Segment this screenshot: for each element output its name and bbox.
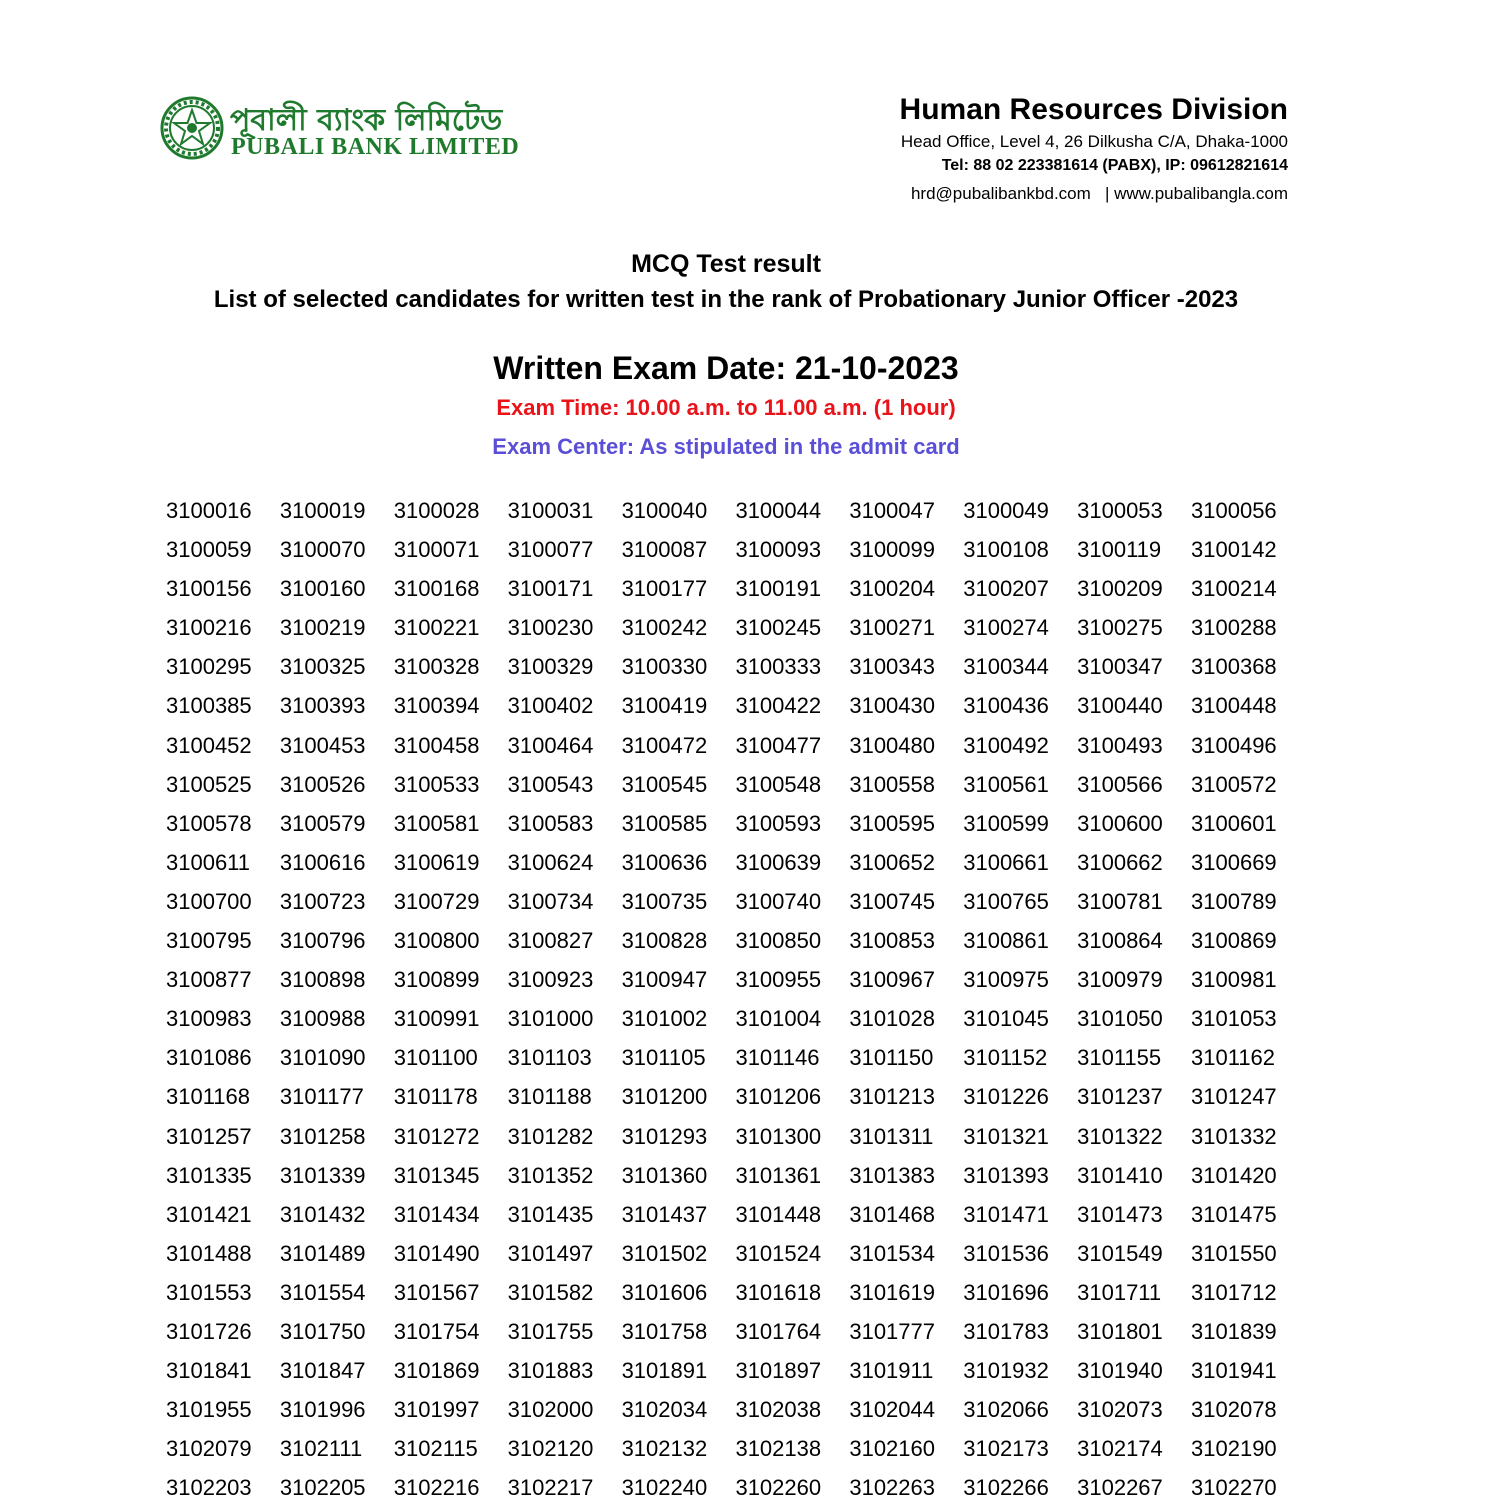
roll-number: 3100160 [279, 576, 366, 602]
roll-number: 3101004 [735, 1006, 822, 1032]
roll-number: 3101554 [279, 1279, 366, 1305]
contact-separator: | [1104, 184, 1110, 203]
roll-number: 3100275 [1077, 615, 1163, 641]
roll-number: 3100274 [963, 615, 1049, 641]
roll-number: 3101488 [166, 1240, 252, 1266]
roll-number: 3101932 [963, 1358, 1049, 1384]
roll-number: 3101754 [393, 1318, 480, 1344]
roll-number: 3100593 [735, 810, 822, 836]
roll-number: 3102263 [849, 1475, 935, 1501]
roll-number: 3100795 [166, 928, 252, 954]
roll-number: 3101335 [166, 1162, 252, 1188]
roll-number: 3101801 [1077, 1318, 1163, 1344]
roll-number: 3102205 [279, 1475, 366, 1501]
roll-number: 3102173 [963, 1436, 1049, 1462]
roll-number: 3100869 [1191, 928, 1277, 954]
roll-number: 3102120 [507, 1436, 594, 1462]
roll-number: 3100295 [166, 654, 252, 680]
roll-number: 3101471 [963, 1201, 1049, 1227]
roll-number: 3100533 [393, 771, 480, 797]
roll-number: 3100216 [166, 615, 252, 641]
roll-number: 3101178 [393, 1084, 478, 1110]
roll-number: 3100853 [849, 928, 935, 954]
roll-number: 3101300 [735, 1123, 822, 1149]
roll-number: 3100652 [849, 849, 935, 875]
roll-number: 3101550 [1191, 1240, 1277, 1266]
roll-number: 3100288 [1191, 615, 1277, 641]
roll-number: 3100108 [963, 537, 1049, 563]
roll-number: 3100850 [735, 928, 822, 954]
roll-number: 3100419 [621, 693, 708, 719]
roll-number: 3101162 [1191, 1045, 1276, 1071]
roll-number: 3100452 [166, 732, 252, 758]
roll-number: 3100581 [393, 810, 480, 836]
roll-number: 3102132 [621, 1436, 708, 1462]
roll-number: 3100991 [393, 1006, 480, 1032]
roll-number: 3100071 [393, 537, 480, 563]
roll-number: 3100044 [735, 498, 822, 523]
roll-number: 3101293 [621, 1123, 708, 1149]
roll-number: 3101177 [279, 1084, 364, 1110]
roll-number: 3101152 [963, 1045, 1048, 1071]
roll-number: 3101758 [621, 1318, 708, 1344]
roll-number: 3102066 [963, 1397, 1049, 1423]
roll-number: 3101777 [849, 1318, 935, 1344]
roll-number: 3101841 [166, 1358, 252, 1384]
email-link[interactable]: hrd@pubalibankbd.com [910, 184, 1091, 203]
roll-number: 3100558 [849, 771, 935, 797]
roll-number: 3102115 [393, 1436, 478, 1462]
roll-number: 3100480 [849, 732, 935, 758]
roll-number: 3100624 [507, 849, 594, 875]
roll-number: 3100636 [621, 849, 708, 875]
roll-number: 3101002 [621, 1006, 708, 1032]
roll-number: 3101272 [393, 1123, 480, 1149]
roll-number: 3101434 [393, 1201, 480, 1227]
roll-number: 3100448 [1191, 693, 1277, 719]
roll-number: 3100329 [507, 654, 594, 680]
roll-number: 3101750 [279, 1318, 366, 1344]
roll-number: 3100422 [735, 693, 822, 719]
roll-number: 3101282 [507, 1123, 594, 1149]
roll-number: 3100077 [507, 537, 594, 563]
roll-number: 3101258 [279, 1123, 366, 1149]
roll-number: 3100402 [507, 693, 594, 719]
roll-number: 3101053 [1191, 1006, 1277, 1032]
roll-number: 3100207 [963, 576, 1049, 602]
roll-number: 3100368 [1191, 654, 1277, 680]
roll-number: 3100059 [166, 537, 252, 563]
roll-number: 3101237 [1077, 1084, 1163, 1110]
roll-number: 3101955 [166, 1397, 252, 1423]
roll-number: 3100796 [279, 928, 366, 954]
roll-number: 3100572 [1191, 771, 1277, 797]
roll-number: 3100049 [963, 498, 1049, 523]
notice-subtitle: List of selected candidates for written test in the rank of Probationary Junior Officer -2023 [213, 286, 1239, 313]
roll-number: 3100171 [507, 576, 594, 602]
roll-number: 3102078 [1191, 1397, 1277, 1423]
roll-number: 3100070 [279, 537, 366, 563]
roll-number: 3100056 [1191, 498, 1277, 523]
roll-number: 3100566 [1077, 771, 1163, 797]
roll-number: 3101997 [393, 1397, 480, 1423]
roll-number: 3100979 [1077, 967, 1163, 993]
roll-number: 3100619 [393, 849, 480, 875]
roll-number: 3101247 [1191, 1084, 1277, 1110]
roll-number: 3101213 [849, 1084, 935, 1110]
roll-number: 3102267 [1077, 1475, 1163, 1501]
roll-number: 3100087 [621, 537, 708, 563]
roll-number: 3101188 [507, 1084, 592, 1110]
roll-number: 3100955 [735, 967, 822, 993]
roll-number: 3101911 [849, 1358, 934, 1384]
roll-number: 3101847 [279, 1358, 366, 1384]
roll-number: 3101567 [393, 1279, 480, 1305]
roll-number: 3100599 [963, 810, 1049, 836]
roll-number: 3101448 [735, 1201, 822, 1227]
roll-number: 3101696 [963, 1279, 1049, 1305]
roll-number: 3100464 [507, 732, 594, 758]
roll-number: 3101618 [735, 1279, 822, 1305]
roll-number: 3100543 [507, 771, 594, 797]
roll-number: 3101090 [279, 1045, 366, 1071]
roll-number: 3100394 [393, 693, 480, 719]
roll-number: 3102240 [621, 1475, 708, 1501]
roll-number: 3101028 [849, 1006, 935, 1032]
roll-number: 3100789 [1191, 888, 1277, 914]
roll-number: 3101619 [849, 1279, 935, 1305]
roll-number: 3100385 [166, 693, 252, 719]
roll-number: 3100142 [1191, 537, 1277, 563]
roll-number: 3100219 [279, 615, 366, 641]
roll-number: 3101490 [393, 1240, 480, 1266]
roll-number: 3100209 [1077, 576, 1163, 602]
roll-number: 3100191 [735, 576, 822, 602]
roll-number: 3102038 [735, 1397, 822, 1423]
roll-number: 3101321 [963, 1123, 1049, 1149]
roll-number: 3101783 [963, 1318, 1049, 1344]
roll-number: 3100525 [166, 771, 252, 797]
roll-number: 3100723 [279, 888, 366, 914]
roll-number: 3101393 [963, 1162, 1049, 1188]
roll-number: 3100877 [166, 967, 252, 993]
roll-number: 3100734 [507, 888, 594, 914]
roll-number: 3101869 [393, 1358, 480, 1384]
roll-number: 3100700 [166, 888, 252, 914]
roll-number: 3101206 [735, 1084, 822, 1110]
roll-number: 3101534 [849, 1240, 935, 1266]
roll-number: 3100561 [963, 771, 1049, 797]
roll-number: 3101711 [1077, 1279, 1162, 1305]
roll-number: 3100579 [279, 810, 366, 836]
roll-number: 3101345 [393, 1162, 480, 1188]
roll-number: 3100453 [279, 732, 366, 758]
roll-number: 3100214 [1191, 576, 1277, 602]
roll-number: 3100028 [393, 498, 480, 523]
roll-number: 3101352 [507, 1162, 594, 1188]
exam-time: Exam Time: 10.00 a.m. to 11.00 a.m. (1 hour) [496, 395, 956, 420]
roll-number: 3101257 [166, 1123, 252, 1149]
roll-number: 3100800 [393, 928, 480, 954]
bank-logo [160, 96, 540, 162]
roll-number: 3101712 [1191, 1279, 1277, 1305]
roll-number: 3101475 [1191, 1201, 1277, 1227]
roll-number: 3101000 [507, 1006, 594, 1032]
roll-number: 3100472 [621, 732, 708, 758]
roll-number: 3100861 [963, 928, 1049, 954]
logo-english-name: PUBALI BANK LIMITED [231, 134, 520, 160]
roll-number: 3100583 [507, 810, 594, 836]
roll-number: 3100578 [166, 810, 252, 836]
roll-number: 3100245 [735, 615, 822, 641]
roll-number: 3102000 [507, 1397, 594, 1423]
notice-title: MCQ Test result [631, 250, 821, 278]
roll-number: 3101582 [507, 1279, 594, 1305]
roll-number: 3100661 [963, 849, 1049, 875]
roll-number: 3100983 [166, 1006, 252, 1032]
letterhead-contact [900, 92, 1288, 206]
roll-number: 3100981 [1191, 967, 1277, 993]
roll-number: 3100585 [621, 810, 708, 836]
bank-emblem-icon [160, 96, 224, 160]
roll-number: 3100827 [507, 928, 594, 954]
roll-number: 3102044 [849, 1397, 935, 1423]
roll-number: 3102073 [1077, 1397, 1163, 1423]
roll-number: 3101100 [393, 1045, 478, 1071]
roll-number: 3102190 [1191, 1436, 1277, 1462]
office-address: Head Office, Level 4, 26 Dilkusha C/A, Dhaka-1000 [900, 132, 1288, 151]
roll-number: 3100492 [963, 732, 1049, 758]
roll-number: 3100765 [963, 888, 1049, 914]
roll-number: 3102160 [849, 1436, 935, 1462]
roll-number: 3101150 [849, 1045, 934, 1071]
roll-number: 3100053 [1077, 498, 1163, 523]
roll-number: 3102203 [166, 1475, 252, 1501]
roll-number: 3100967 [849, 967, 935, 993]
roll-number: 3100344 [963, 654, 1049, 680]
roll-number: 3101322 [1077, 1123, 1163, 1149]
roll-number: 3100975 [963, 967, 1049, 993]
roll-number: 3101420 [1191, 1162, 1277, 1188]
website-link[interactable]: www.pubalibangla.com [1114, 184, 1288, 203]
roll-number: 3100047 [849, 498, 935, 523]
roll-number: 3102079 [166, 1436, 252, 1462]
roll-number: 3101045 [963, 1006, 1049, 1032]
roll-number: 3101940 [1077, 1358, 1163, 1384]
roll-number: 3102111 [279, 1436, 363, 1462]
roll-number: 3100864 [1077, 928, 1163, 954]
roll-number: 3100093 [735, 537, 822, 563]
roll-number: 3101726 [166, 1318, 252, 1344]
roll-number: 3102034 [621, 1397, 708, 1423]
roll-number: 3102216 [393, 1475, 480, 1501]
roll-number: 3101086 [166, 1045, 252, 1071]
roll-number: 3100436 [963, 693, 1049, 719]
roll-number: 3100040 [621, 498, 708, 523]
roll-number: 3100430 [849, 693, 935, 719]
roll-number: 3101549 [1077, 1240, 1163, 1266]
roll-number: 3100545 [621, 771, 708, 797]
roll-number: 3101361 [735, 1162, 822, 1188]
roll-number: 3100325 [279, 654, 366, 680]
roll-number: 3100898 [279, 967, 366, 993]
roll-number: 3102266 [963, 1475, 1049, 1501]
roll-number: 3101839 [1191, 1318, 1277, 1344]
division-title: Human Resources Division [899, 93, 1288, 126]
roll-number: 3100735 [621, 888, 708, 914]
roll-number: 3100611 [166, 849, 251, 875]
roll-number: 3101502 [621, 1240, 708, 1266]
roll-number: 3101468 [849, 1201, 935, 1227]
roll-number: 3100099 [849, 537, 935, 563]
roll-number: 3100477 [735, 732, 822, 758]
roll-number: 3101524 [735, 1240, 822, 1266]
roll-number: 3100899 [393, 967, 480, 993]
roll-number: 3100230 [507, 615, 594, 641]
roll-number: 3101311 [849, 1123, 934, 1149]
roll-number: 3100740 [735, 888, 822, 914]
roll-number: 3100330 [621, 654, 708, 680]
roll-number: 3101050 [1077, 1006, 1163, 1032]
roll-number: 3100496 [1191, 732, 1277, 758]
roll-number: 3101435 [507, 1201, 594, 1227]
roll-number: 3101883 [507, 1358, 594, 1384]
roll-number: 3100526 [279, 771, 366, 797]
roll-number: 3102138 [735, 1436, 822, 1462]
roll-number: 3100204 [849, 576, 935, 602]
roll-number: 3100781 [1077, 888, 1163, 914]
roll-number: 3102260 [735, 1475, 822, 1501]
roll-number: 3100639 [735, 849, 822, 875]
roll-number: 3100221 [393, 615, 480, 641]
roll-number: 3100988 [279, 1006, 366, 1032]
roll-number: 3101339 [279, 1162, 366, 1188]
roll-number: 3100393 [279, 693, 366, 719]
roll-number: 3100947 [621, 967, 708, 993]
roll-number: 3101891 [621, 1358, 708, 1384]
roll-number: 3102217 [507, 1475, 594, 1501]
roll-number: 3100242 [621, 615, 708, 641]
roll-number: 3101105 [621, 1045, 706, 1071]
roll-number: 3101226 [963, 1084, 1049, 1110]
exam-date: Written Exam Date: 21-10-2023 [493, 350, 959, 386]
roll-number: 3101155 [1077, 1045, 1162, 1071]
roll-number: 3100328 [393, 654, 480, 680]
roll-number: 3100177 [621, 576, 708, 602]
exam-center: Exam Center: As stipulated in the admit card [492, 434, 960, 459]
roll-number: 3101536 [963, 1240, 1049, 1266]
roll-number: 3100662 [1077, 849, 1163, 875]
roll-number: 3100119 [1077, 537, 1162, 563]
roll-number-grid [166, 495, 1305, 1511]
roll-number: 3101383 [849, 1162, 935, 1188]
roll-number: 3100031 [507, 498, 594, 523]
roll-number: 3100343 [849, 654, 935, 680]
roll-number: 3101473 [1077, 1201, 1163, 1227]
roll-number: 3100440 [1077, 693, 1163, 719]
roll-number: 3100458 [393, 732, 480, 758]
roll-number: 3101410 [1077, 1162, 1163, 1188]
roll-number: 3100333 [735, 654, 822, 680]
roll-number: 3100156 [166, 576, 252, 602]
roll-number: 3101755 [507, 1318, 594, 1344]
roll-number: 3101606 [621, 1279, 708, 1305]
roll-number: 3101332 [1191, 1123, 1277, 1149]
roll-number: 3101421 [166, 1201, 252, 1227]
roll-number: 3100016 [166, 498, 252, 523]
roll-number: 3100616 [279, 849, 366, 875]
roll-number: 3101200 [621, 1084, 708, 1110]
roll-number: 3100019 [279, 498, 366, 523]
roll-number: 3100923 [507, 967, 594, 993]
roll-number: 3100548 [735, 771, 822, 797]
roll-number: 3102174 [1077, 1436, 1163, 1462]
roll-number: 3100745 [849, 888, 935, 914]
roll-number: 3101146 [735, 1045, 820, 1071]
roll-number: 3100828 [621, 928, 708, 954]
roll-number: 3100729 [393, 888, 480, 914]
roll-number: 3102270 [1191, 1475, 1277, 1501]
roll-number: 3101553 [166, 1279, 252, 1305]
roll-number: 3100601 [1191, 810, 1277, 836]
roll-number: 3100347 [1077, 654, 1163, 680]
roll-number: 3101941 [1191, 1358, 1277, 1384]
telephone-line: Tel: 88 02 223381614 (PABX), IP: 09612821614 [941, 157, 1288, 174]
roll-number: 3101764 [735, 1318, 822, 1344]
roll-number: 3101897 [735, 1358, 822, 1384]
roll-number: 3100493 [1077, 732, 1163, 758]
roll-number: 3101103 [507, 1045, 592, 1071]
roll-number: 3101996 [279, 1397, 366, 1423]
roll-number: 3100600 [1077, 810, 1163, 836]
roll-number: 3100595 [849, 810, 935, 836]
roll-number: 3101437 [621, 1201, 708, 1227]
roll-number: 3100168 [393, 576, 480, 602]
logo-bangla-name: পূবালী ব্যাংক লিমিটেড [230, 103, 503, 138]
roll-number: 3101360 [621, 1162, 708, 1188]
roll-number: 3100669 [1191, 849, 1277, 875]
roll-number: 3100271 [849, 615, 935, 641]
roll-number: 3101432 [279, 1201, 366, 1227]
roll-number: 3101168 [166, 1084, 251, 1110]
contact-line [900, 182, 1288, 206]
roll-number: 3101497 [507, 1240, 594, 1266]
roll-number: 3101489 [279, 1240, 366, 1266]
